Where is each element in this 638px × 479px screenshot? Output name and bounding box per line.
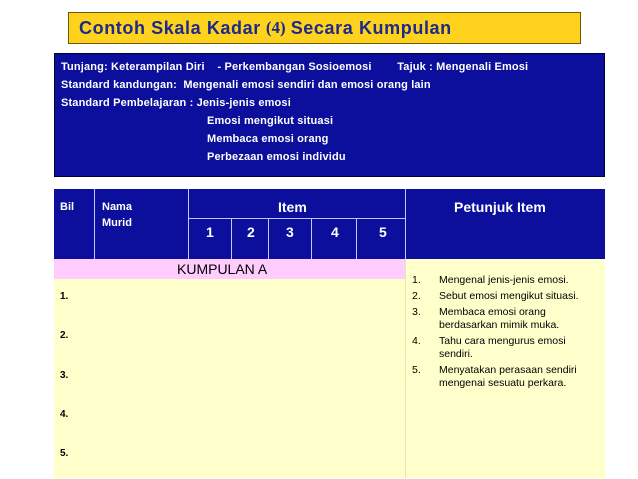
grid-line bbox=[311, 218, 312, 259]
info-sub-item: Perbezaan emosi individu bbox=[207, 151, 346, 163]
guide-text: Menyatakan perasaan sendiri mengenai sesuatu perkara. bbox=[439, 364, 577, 389]
title-number: (4) bbox=[265, 18, 286, 37]
guide-number: 2. bbox=[412, 290, 421, 302]
grid-line bbox=[356, 218, 357, 259]
list-item bbox=[412, 335, 602, 361]
item-number: 5 bbox=[379, 224, 387, 240]
row-number: 3. bbox=[60, 370, 69, 381]
guide-text: Membaca emosi orang berdasarkan mimik muka. bbox=[439, 306, 560, 331]
item-number: 2 bbox=[247, 224, 255, 240]
row-number: 2. bbox=[60, 330, 69, 341]
info-sub-item: Membaca emosi orang bbox=[207, 133, 329, 145]
guide-text: Sebut emosi mengikut situasi. bbox=[439, 290, 579, 302]
info-standard-pembelajaran: Standard Pembelajaran : Jenis-jenis emosi bbox=[61, 97, 291, 109]
header-murid: Murid bbox=[102, 217, 132, 229]
student-rows bbox=[54, 259, 405, 478]
info-tunjang: Tunjang: Keterampilan Diri - Perkembangan Sosioemosi Tajuk : Mengenali Emosi bbox=[61, 61, 529, 73]
grid-line bbox=[268, 218, 269, 259]
guide-number: 5. bbox=[412, 364, 421, 376]
table-header bbox=[54, 189, 605, 259]
title-main: Contoh Skala Kadar bbox=[79, 17, 261, 38]
item-number: 4 bbox=[331, 224, 339, 240]
guide-number: 4. bbox=[412, 335, 421, 347]
group-label: KUMPULAN A bbox=[177, 261, 268, 277]
guide-column bbox=[405, 259, 605, 478]
grid-line bbox=[405, 189, 406, 259]
item-number: 3 bbox=[286, 224, 294, 240]
page-title bbox=[68, 12, 581, 44]
row-number: 4. bbox=[60, 409, 69, 420]
guide-text: Mengenal jenis-jenis emosi. bbox=[439, 274, 569, 286]
group-band bbox=[54, 259, 405, 279]
list-item bbox=[412, 306, 602, 332]
list-item bbox=[412, 274, 602, 287]
guide-text: Tahu cara mengurus emosi sendiri. bbox=[439, 335, 566, 360]
grid-line bbox=[188, 218, 405, 219]
item-number: 1 bbox=[206, 224, 214, 240]
grid-line bbox=[94, 189, 95, 259]
list-item bbox=[412, 290, 602, 303]
info-sub-item: Emosi mengikut situasi bbox=[207, 115, 334, 127]
guide-number: 3. bbox=[412, 306, 421, 318]
header-nama: Nama bbox=[102, 201, 132, 213]
list-item bbox=[412, 364, 602, 390]
title-suffix: Secara Kumpulan bbox=[290, 17, 452, 38]
row-number: 1. bbox=[60, 291, 69, 302]
grid-line bbox=[188, 189, 189, 259]
row-number: 5. bbox=[60, 448, 69, 459]
info-panel bbox=[54, 53, 605, 177]
info-standard-kandungan: Standard kandungan: Mengenali emosi sendiri dan emosi orang lain bbox=[61, 79, 431, 91]
header-petunjuk-item: Petunjuk Item bbox=[454, 199, 546, 215]
guide-number: 1. bbox=[412, 274, 421, 286]
header-item: Item bbox=[278, 199, 307, 215]
guide-list bbox=[412, 274, 602, 393]
header-bil: Bil bbox=[60, 201, 75, 213]
grid-line bbox=[231, 218, 232, 259]
